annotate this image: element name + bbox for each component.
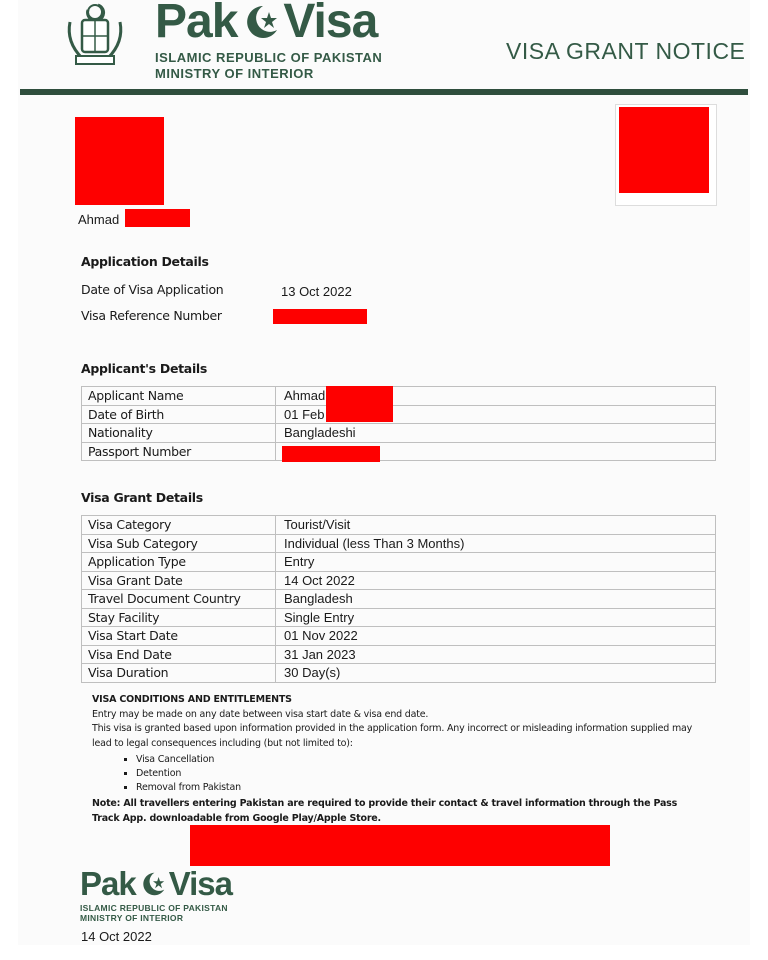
visa-grant-details-title: Visa Grant Details (81, 490, 203, 505)
footer-country-line: ISLAMIC REPUBLIC OF PAKISTAN (80, 903, 228, 913)
conditions-legal-text: This visa is granted based upon information provided in the application form. Any incorrect or misleading information supplied may lead to legal consequences including (but not limited to): (92, 723, 693, 749)
header-country-line: ISLAMIC REPUBLIC OF PAKISTAN (155, 50, 383, 65)
table-row (82, 442, 716, 461)
visa-grant-table (81, 515, 716, 683)
row-value: 01 Feb (276, 405, 716, 424)
row-value: 31 Jan 2023 (276, 645, 716, 664)
row-value: Bangladesh (276, 590, 716, 609)
row-label: Date of Birth (82, 405, 276, 424)
row-label: Visa End Date (82, 645, 276, 664)
application-details-title: Application Details (81, 254, 209, 269)
conditions-entry-text: Entry may be made on any date between visa start date & visa end date. (92, 708, 429, 720)
row-label: Travel Document Country (82, 590, 276, 609)
row-value: Entry (276, 553, 716, 572)
footer-date: 14 Oct 2022 (81, 929, 152, 944)
row-label: Application Type (82, 553, 276, 572)
visa-conditions (92, 693, 707, 826)
row-label: Visa Sub Category (82, 534, 276, 553)
header-divider (20, 89, 748, 95)
surname-redacted (125, 209, 190, 227)
table-row (82, 571, 716, 590)
pass-track-note: Note: All travellers entering Pakistan are required to provide their contact & travel information through the Pass Track App. downloadable from Google Play/Apple Store. (92, 798, 678, 824)
state-emblem-icon (62, 2, 128, 68)
table-row (82, 664, 716, 683)
row-label: Stay Facility (82, 608, 276, 627)
row-label: Visa Duration (82, 664, 276, 683)
footer-ministry-line: MINISTRY OF INTERIOR (80, 913, 184, 923)
passport-number-redacted (282, 446, 380, 462)
row-value: 14 Oct 2022 (276, 571, 716, 590)
conditions-title: VISA CONDITIONS AND ENTITLEMENTS (92, 694, 292, 705)
visa-reference-redacted (273, 309, 367, 324)
notice-title: VISA GRANT NOTICE (506, 38, 746, 64)
table-row (82, 590, 716, 609)
application-date-label: Date of Visa Application (81, 282, 224, 297)
consequences-list (92, 753, 707, 795)
row-value: Bangladeshi (276, 424, 716, 443)
header-ministry-line: MINISTRY OF INTERIOR (155, 66, 314, 81)
row-label: Visa Category (82, 516, 276, 535)
applicant-photo-redacted (75, 117, 164, 205)
row-value: Individual (less Than 3 Months) (276, 534, 716, 553)
table-row (82, 516, 716, 535)
row-label: Visa Start Date (82, 627, 276, 646)
table-row (82, 405, 716, 424)
table-row (82, 608, 716, 627)
row-value: 01 Nov 2022 (276, 627, 716, 646)
footer-logo (80, 865, 232, 923)
row-label: Passport Number (82, 442, 276, 461)
row-value: Ahmad (276, 387, 716, 406)
row-label: Visa Grant Date (82, 571, 276, 590)
name-dob-redacted (326, 386, 393, 422)
applicant-details-table (81, 386, 716, 461)
footer-pakvisa-wordmark: Pak Visa (80, 865, 233, 902)
table-row (82, 387, 716, 406)
application-date-value: 13 Oct 2022 (281, 284, 352, 299)
table-row (82, 627, 716, 646)
applicants-details-title: Applicant's Details (81, 361, 208, 376)
row-value: 30 Day(s) (276, 664, 716, 683)
table-row (82, 553, 716, 572)
table-row (82, 645, 716, 664)
pakvisa-logo: Pak Visa (155, 0, 378, 48)
visa-reference-label: Visa Reference Number (81, 308, 222, 323)
crescent-star-icon (139, 870, 167, 898)
list-item: ▪ Removal from Pakistan (136, 781, 707, 795)
qr-code-redacted (619, 107, 709, 193)
list-item: ▪ Detention (136, 767, 707, 781)
list-item: ▪ Visa Cancellation (136, 753, 707, 767)
row-value: Tourist/Visit (276, 516, 716, 535)
crescent-star-icon (241, 2, 281, 42)
row-label: Applicant Name (82, 387, 276, 406)
row-label: Nationality (82, 424, 276, 443)
applicant-name-caption: Ahmad (78, 212, 120, 227)
table-row (82, 534, 716, 553)
row-value: Single Entry (276, 608, 716, 627)
signature-block-redacted (190, 825, 610, 866)
table-row (82, 424, 716, 443)
